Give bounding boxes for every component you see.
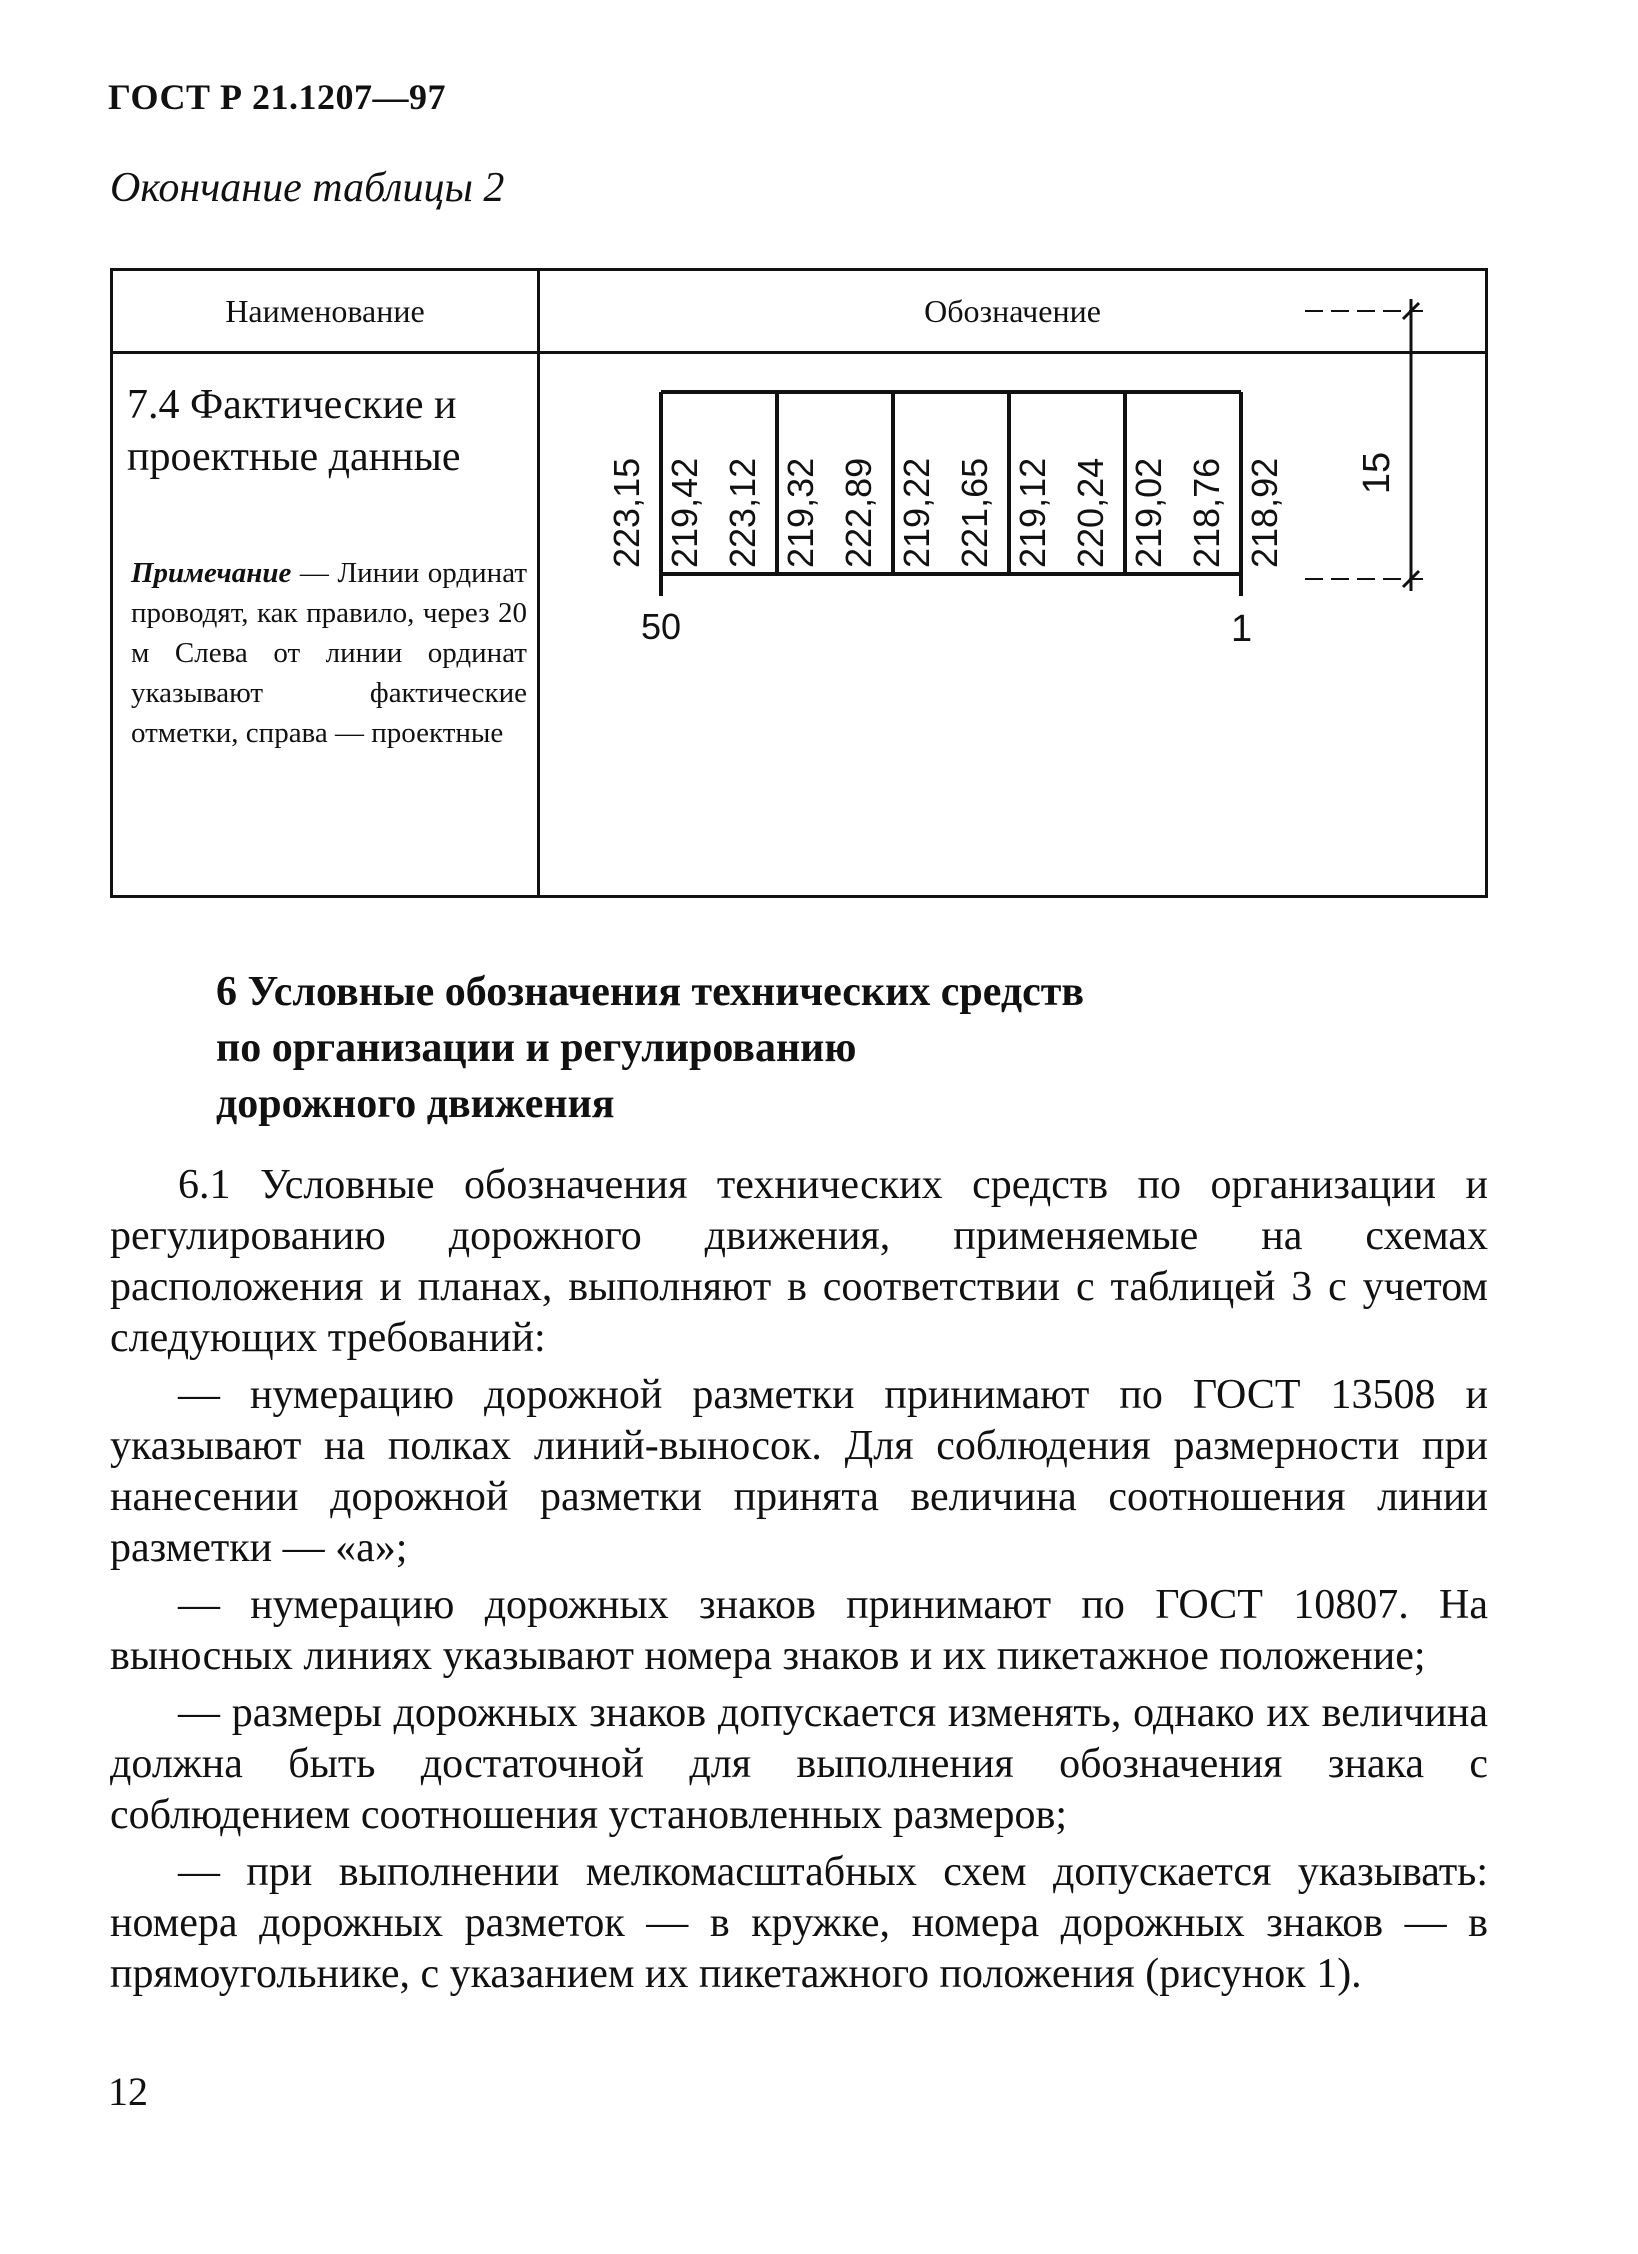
page-number: 12 [108, 2069, 148, 2114]
section-title-line: дорожного движения [216, 1081, 615, 1127]
table-caption: Окончание таблицы 2 [110, 165, 505, 211]
elevation-label: 219,02 [1128, 457, 1169, 568]
header-name: Наименование [225, 292, 425, 329]
elevation-label: 220,24 [1070, 457, 1111, 568]
elevation-label: 219,12 [1012, 457, 1053, 568]
symbols-table [110, 268, 1488, 898]
row-name: 7.4 Фактические и проектные данные [127, 382, 461, 480]
elevation-label: 218,92 [1244, 457, 1285, 568]
elevation-label: 222,89 [838, 457, 879, 568]
dimension-label: 15 [1356, 451, 1398, 495]
paragraph: — нумерацию дорожной разметки принимают по ГОСТ 13508 и указывают на полках линий-выносок. Для соблюдения размерности при нанесении дорожной разметки принята величина соотношения линии разметки — «а»; [110, 1372, 1488, 1571]
section-body [110, 1160, 1488, 2006]
section-title-line: 6 Условные обозначения технических средств [216, 969, 1085, 1015]
elevation-label: 223,12 [722, 457, 763, 568]
paragraph: — размеры дорожных знаков допускается изменять, однако их величина должна быть достаточной для выполнения обозначения знака с соблюдением соотношения установленных размеров; [110, 1690, 1488, 1838]
right-distance-label: 1 [1231, 608, 1253, 650]
note-label: Примечание [131, 557, 292, 589]
paragraph: — при выполнении мелкомасштабных схем допускается указывать: номера дорожных разметок — в кружке, номера дорожных знаков — в прямоугольнике, с указанием их пикетажного положения (рисунок 1). [110, 1849, 1488, 1997]
left-distance-label: 50 [641, 606, 682, 647]
elevation-label: 218,76 [1186, 457, 1227, 568]
header-symbol: Обозначение [924, 292, 1101, 329]
note-text: — Линии ординат проводят, как правило, через 20 м Слева от линии ординат указывают фактические отметки, справа — проектные [131, 557, 527, 749]
section-title-line: по организации и регулированию [216, 1025, 857, 1071]
elevation-diagram [113, 271, 1485, 895]
elevation-label: 219,42 [664, 457, 705, 568]
elevation-label: 219,22 [896, 457, 937, 568]
paragraph: — нумерацию дорожных знаков принимают по ГОСТ 10807. На выносных линиях указывают номера знаков и их пикетажное положение; [110, 1582, 1488, 1679]
section-title [216, 964, 1316, 1132]
elevation-label: 219,32 [780, 457, 821, 568]
paragraph: 6.1 Условные обозначения технических средств по организации и регулированию дорожного движения, применяемые на схемах расположения и планах, выполняют в соответствии с таблицей 3 с учетом следующих требований: [110, 1162, 1488, 1361]
standard-code: ГОСТ Р 21.1207—97 [108, 77, 446, 117]
elevation-label: 223,15 [606, 457, 647, 568]
elevation-label: 221,65 [954, 457, 995, 568]
